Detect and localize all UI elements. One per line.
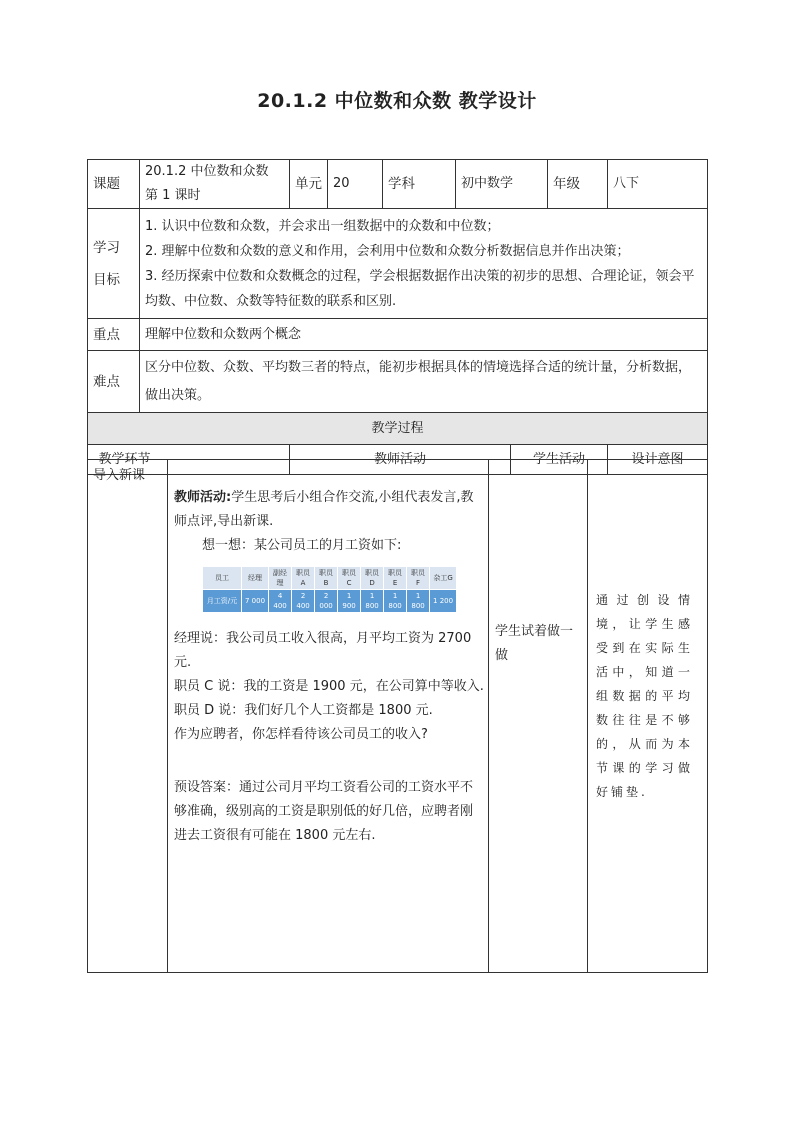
clerk-c-quote: 职员 C 说：我的工资是 1900 元，在公司算中等收入. — [174, 679, 484, 694]
subject-label: 学科 — [383, 160, 456, 209]
objective-item-3: 3. 经历探索中位数和众数概念的过程，学会根据数据作出决策的初步的思想、合理论证，领会平均数、中位数、众数等特征数的联系和区别. — [145, 268, 695, 309]
salary-value-row — [203, 590, 457, 613]
salary-value-cell: 1 800 — [361, 590, 384, 613]
header-intent: 设计意图 — [608, 445, 708, 475]
unit-value: 20 — [328, 160, 383, 209]
salary-value-cell: 1 900 — [338, 590, 361, 613]
salary-header-cell: 经理 — [242, 567, 269, 590]
header-teacher: 教师活动 — [290, 445, 511, 475]
intro-row — [88, 460, 708, 973]
salary-header-cell: 员工 — [203, 567, 242, 590]
objectives-label — [88, 209, 140, 319]
teacher-activity-text: 学生思考后小组合作交流,小组代表发言,教师点评,导出新课. — [174, 490, 474, 529]
objectives-row — [88, 209, 708, 319]
salary-header-cell: 杂工G — [430, 567, 457, 590]
salary-header-cell: 职员F — [407, 567, 430, 590]
preset-answer: 预设答案：通过公司月平均工资看公司的工资水平不够准确，级别高的工资是职别低的好几倍，应聘者刚进去工资很有可能在 1800 元左右. — [174, 780, 474, 843]
salary-header-cell: 副经理 — [269, 567, 292, 590]
clerk-d-quote: 职员 D 说：我们好几个人工资都是 1800 元. — [174, 703, 433, 718]
topic-label: 课题 — [88, 160, 140, 209]
salary-value-cell: 2 000 — [315, 590, 338, 613]
intro-design-intent: 通过创设情境，让学生感受到在实际生活中，知道一组数据的平均数往往是不够的，从而为本节课的学习做好铺垫. — [588, 460, 708, 973]
salary-header-row — [203, 567, 457, 590]
salary-value-cell: 7 000 — [242, 590, 269, 613]
lesson-plan-table — [87, 159, 708, 475]
header-stage: 教学环节 — [88, 445, 290, 475]
intro-student-activity: 学生试着做一做 — [489, 460, 588, 973]
salary-value-cell: 1 200 — [430, 590, 457, 613]
spacer — [174, 747, 484, 776]
subject-value: 初中数学 — [456, 160, 548, 209]
salary-row-label: 月工资/元 — [203, 590, 242, 613]
intro-stage: 导入新课 — [88, 460, 168, 973]
objectives-label-line2: 目标 — [93, 271, 120, 288]
salary-value-cell: 1 800 — [384, 590, 407, 613]
teacher-activity-bold: 教师活动: — [174, 490, 232, 505]
objective-item-2: 2. 理解中位数和众数的意义和作用，会利用中位数和众数分析数据信息并作出决策； — [145, 243, 630, 259]
salary-header-cell: 职员E — [384, 567, 407, 590]
process-title: 教学过程 — [88, 413, 708, 445]
salary-table — [202, 566, 457, 613]
grade-label: 年级 — [548, 160, 608, 209]
difficulty-label: 难点 — [88, 351, 140, 413]
grade-value: 八下 — [608, 160, 708, 209]
objectives-list — [140, 209, 708, 319]
intro-section-table — [87, 459, 708, 973]
difficulty-text: 区分中位数、众数、平均数三者的特点，能初步根据具体的情境选择合适的统计量，分析数据，做出决策。 — [140, 351, 708, 413]
applicant-question: 作为应聘者，你怎样看待该公司员工的收入? — [174, 727, 428, 742]
difficulty-row — [88, 351, 708, 413]
topic-value: 20.1.2 中位数和众数 第 1 课时 — [140, 160, 290, 209]
teacher-activity-line — [174, 486, 484, 534]
unit-label: 单元 — [290, 160, 328, 209]
objective-item-1: 1. 认识中位数和众数，并会求出一组数据中的众数和中位数； — [145, 218, 500, 234]
objectives-label-line1: 学习 — [93, 239, 120, 256]
page-title: 20.1.2 中位数和众数 教学设计 — [257, 90, 537, 112]
salary-value-cell: 4 400 — [269, 590, 292, 613]
salary-header-cell: 职员B — [315, 567, 338, 590]
key-point-label: 重点 — [88, 319, 140, 351]
salary-header-cell: 职员A — [292, 567, 315, 590]
salary-header-cell: 职员D — [361, 567, 384, 590]
salary-header-cell: 职员C — [338, 567, 361, 590]
key-point-row — [88, 319, 708, 351]
manager-quote: 经理说：我公司员工收入很高，月平均工资为 2700 元. — [174, 631, 472, 670]
header-student: 学生活动 — [511, 445, 608, 475]
think-prompt: 想一想：某公司员工的月工资如下: — [202, 538, 402, 553]
salary-value-cell: 1 800 — [407, 590, 430, 613]
intro-teacher-activity — [168, 460, 489, 973]
process-title-row — [88, 413, 708, 445]
salary-value-cell: 2 400 — [292, 590, 315, 613]
key-point-text: 理解中位数和众数两个概念 — [140, 319, 708, 351]
info-row — [88, 160, 708, 209]
